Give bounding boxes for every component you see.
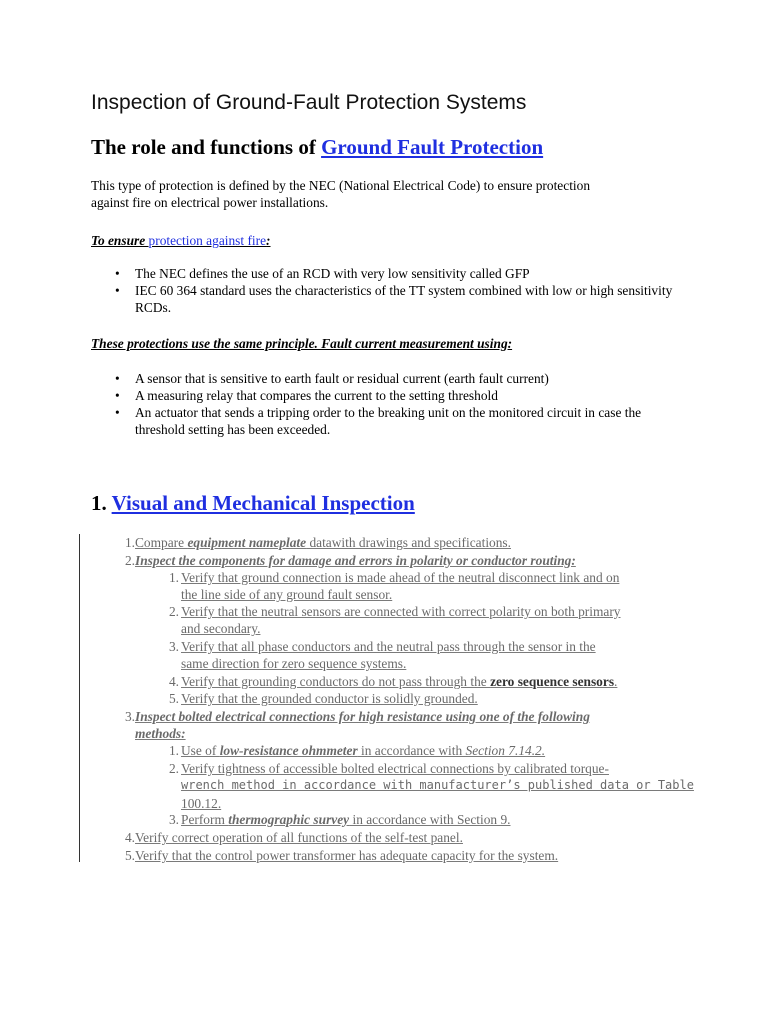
document-title: Inspection of Ground-Fault Protection Systems [91, 91, 527, 114]
intro-paragraph [91, 177, 691, 211]
step-text-part: datawith drawings and specifications. [306, 535, 511, 550]
ensure-bullet-list [91, 265, 691, 316]
step-text: Verify tightness of accessible bolted electrical connections by calibrated torque- [181, 761, 609, 776]
list-item: • A sensor that is sensitive to earth fault or residual current (earth fault current) [91, 370, 691, 387]
step-text-continued: same direction for zero sequence systems. [181, 656, 407, 671]
step-text: Verify that the grounded conductor is solidly grounded. [181, 691, 478, 706]
step-text [181, 742, 545, 759]
step-text-part: . [614, 674, 618, 689]
step-text: Verify that the control power transformer has adequate capacity for the system. [135, 848, 559, 863]
step-text-part: Verify that grounding conductors do not pass through the [181, 674, 491, 689]
step-text [181, 811, 511, 828]
step-number: 5. [124, 848, 135, 863]
step-number: 2. [168, 604, 179, 619]
section-1-number: 1. [91, 491, 112, 515]
change-bar [79, 534, 80, 862]
step-number: 4. [124, 830, 135, 845]
step-text: Verify that all phase conductors and the neutral pass through the sensor in the [181, 639, 596, 654]
equipment-nameplate-term: equipment nameplate [187, 535, 307, 550]
ensure-prefix: To ensure [91, 233, 149, 248]
step-number: 1. [124, 535, 135, 550]
zero-sequence-sensors-term: zero sequence sensors [490, 674, 615, 689]
step-number: 1. [168, 570, 179, 585]
thermographic-survey-term: thermographic survey [228, 812, 350, 827]
step-number: 3. [124, 709, 135, 724]
step-text [181, 673, 617, 690]
step-text-continued: the line side of any ground fault sensor. [181, 587, 393, 602]
step-text-continued: and secondary. [181, 621, 261, 636]
protection-against-fire-link[interactable]: protection against fire [148, 233, 267, 248]
ensure-heading [91, 232, 271, 249]
step-text: Verify that the neutral sensors are connected with correct polarity on both primary [181, 604, 621, 619]
principle-heading: These protections use the same principle. Fault current measurement using: [91, 336, 513, 351]
step-number: 4. [168, 674, 179, 689]
step-number: 3. [168, 812, 179, 827]
step-text: Verify correct operation of all functions of the self-test panel. [135, 830, 463, 845]
step-number: 3. [168, 639, 179, 654]
list-item: • A measuring relay that compares the current to the setting threshold [91, 387, 691, 404]
step-text-part: Compare [135, 535, 188, 550]
step-text-part: Perform [181, 812, 229, 827]
step-text-continued: wrench method in accordance with manufacturer’s published data or Table [181, 778, 694, 792]
step-number: 1. [168, 743, 179, 758]
step-text-continued: 100.12. [181, 796, 222, 811]
step-text-part: in accordance with [357, 743, 466, 758]
low-resistance-ohmmeter-term: low-resistance ohmmeter [219, 743, 358, 758]
step-number: 5. [168, 691, 179, 706]
step-number: 2. [168, 761, 179, 776]
ground-fault-protection-link[interactable]: Ground Fault Protection [321, 135, 544, 159]
step-number: 2. [124, 553, 135, 568]
list-item: • An actuator that sends a tripping order to the breaking unit on the monitored circuit in case the threshold setting has been exceeded. [91, 404, 691, 438]
step-text: Verify that ground connection is made ahead of the neutral disconnect link and on [181, 570, 620, 585]
step-text-part: in accordance with Section 9. [349, 812, 511, 827]
step-text [135, 534, 511, 551]
step-text-part: Use of [181, 743, 220, 758]
section-1-heading [91, 489, 415, 517]
list-item: • IEC 60 364 standard uses the characteristics of the TT system combined with low or high sensitivity RCDs. [91, 282, 691, 316]
visual-mechanical-inspection-link[interactable]: Visual and Mechanical Inspection [111, 491, 415, 515]
step-text: Inspect bolted electrical connections for high resistance using one of the following [135, 709, 590, 724]
ensure-suffix: : [266, 233, 271, 248]
role-heading [91, 133, 543, 161]
role-heading-prefix: The role and functions of [91, 135, 322, 159]
section-reference: Section 7.14.2. [465, 743, 546, 758]
step-text: Inspect the components for damage and errors in polarity or conductor routing: [135, 553, 576, 568]
list-item: • The NEC defines the use of an RCD with very low sensitivity called GFP [91, 265, 691, 282]
step-text-continued: methods: [135, 726, 186, 741]
principle-bullet-list [91, 370, 691, 438]
intro-line-2: against fire on electrical power installations. [91, 195, 329, 210]
intro-line-1: This type of protection is defined by the NEC (National Electrical Code) to ensure protection [91, 178, 591, 193]
